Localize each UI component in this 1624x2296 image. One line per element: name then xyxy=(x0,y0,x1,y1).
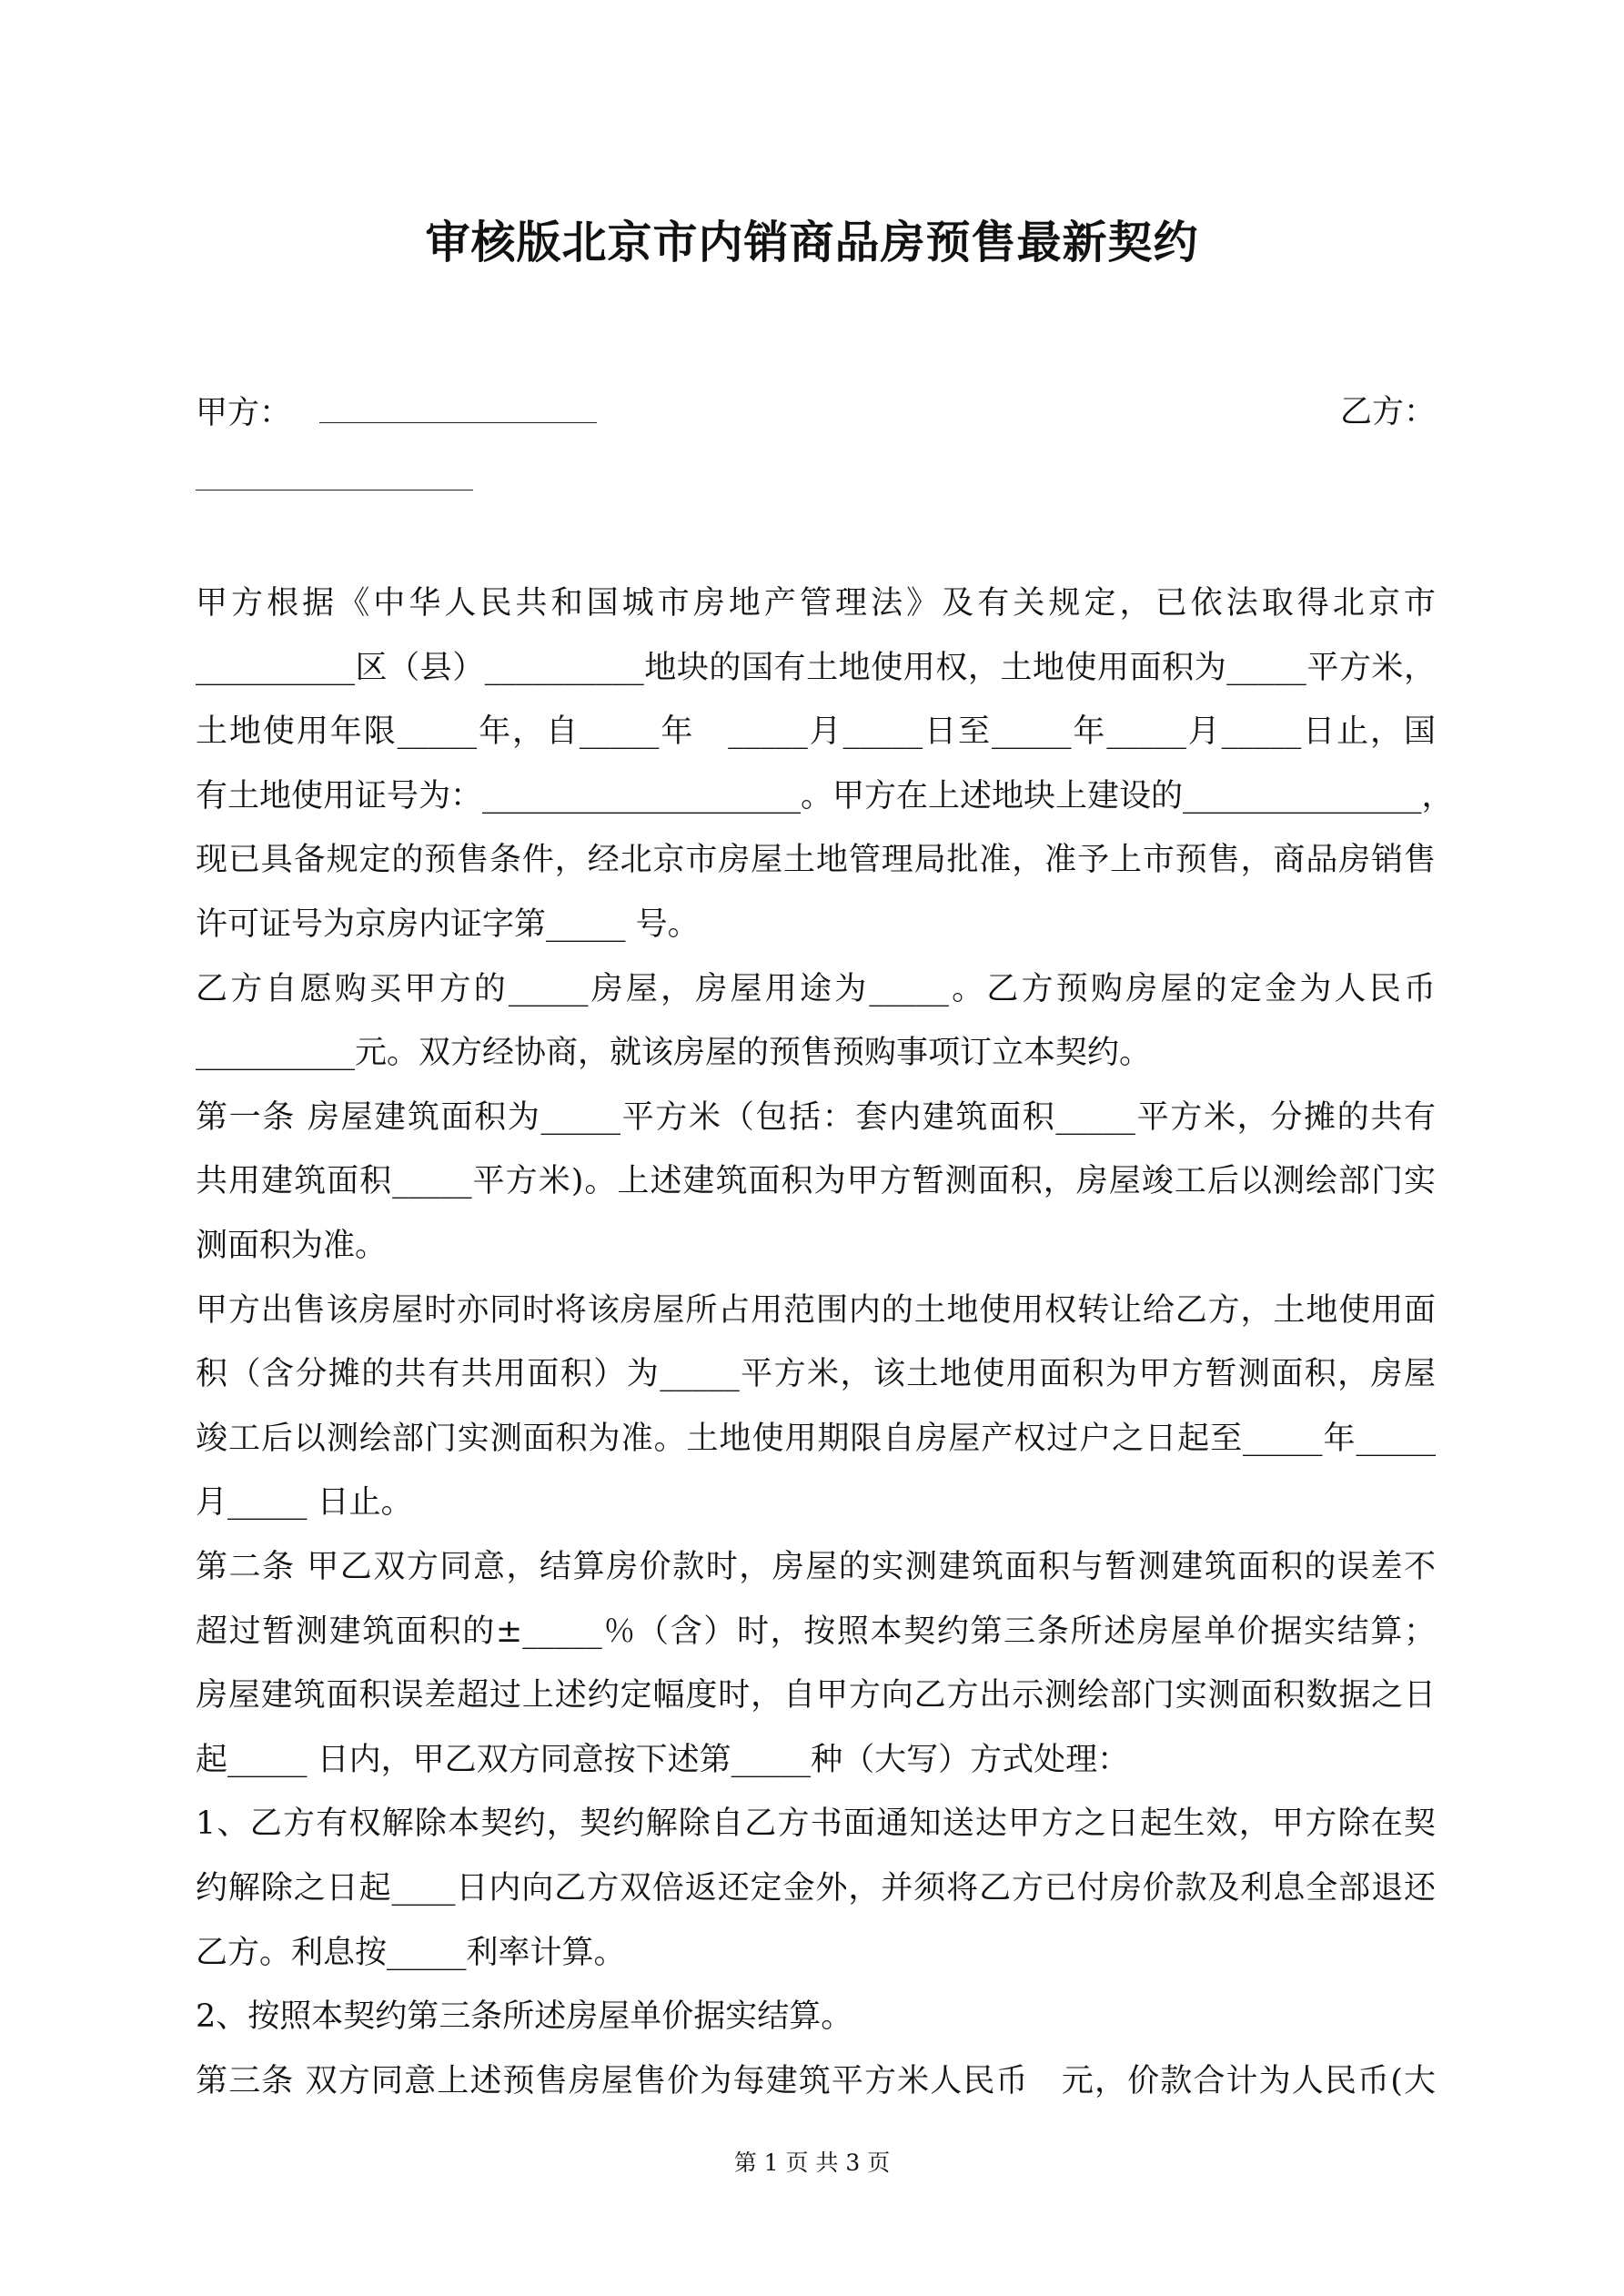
body-line: 共用建筑面积_____平方米)。上述建筑面积为甲方暂测面积，房屋竣工后以测绘部门实 xyxy=(196,1163,1436,1200)
body-line: 甲方出售该房屋时亦同时将该房屋所占用范围内的土地使用权转让给乙方，土地使用面 xyxy=(196,1291,1436,1329)
party-a-blank xyxy=(319,389,597,423)
body-line: 月_____ 日止。 xyxy=(196,1484,413,1522)
body-line: 第二条 甲乙双方同意，结算房价款时，房屋的实测建筑面积与暂测建筑面积的误差不 xyxy=(196,1549,1436,1585)
body-line: 积（含分摊的共有共用面积）为_____平方米，该土地使用面积为甲方暂测面积，房屋 xyxy=(196,1356,1436,1393)
body-line: 土地使用年限_____年，自_____年 _____月_____日至_____年_____月_____日止，国 xyxy=(196,713,1436,751)
body-line: 2、按照本契约第三条所述房屋单价据实结算。 xyxy=(196,1998,853,2036)
body-line: 超过暂测建筑面积的±_____％（含）时，按照本契约第三条所述房屋单价据实结算； xyxy=(196,1613,1436,1650)
party-a-label: 甲方： xyxy=(196,395,292,431)
body-line: 测面积为准。 xyxy=(196,1228,388,1264)
body-line: 竣工后以测绘部门实测面积为准。土地使用期限自房屋产权过户之日起至_____年_____ xyxy=(196,1420,1436,1457)
body-line: 房屋建筑面积误差超过上述约定幅度时，自甲方向乙方出示测绘部门实测面积数据之日 xyxy=(196,1677,1436,1714)
page-footer: 第 1 页 共 3 页 xyxy=(733,2149,891,2176)
party-b-label: 乙方： xyxy=(1339,394,1436,430)
document-title: 审核版北京市内销商品房预售最新契约 xyxy=(425,216,1199,268)
body-line: 乙方。利息按_____利率计算。 xyxy=(196,1934,626,1971)
body-line: __________元。双方经协商，就该房屋的预售预购事项订立本契约。 xyxy=(196,1035,1152,1072)
body-line: __________区（县）__________地块的国有土地使用权，土地使用面积为_____平方米， xyxy=(196,649,1436,686)
body-line: 有土地使用证号为：____________________。甲方在上述地块上建设的_______________， xyxy=(196,777,1454,814)
body-line: 第三条 双方同意上述预售房屋售价为每建筑平方米人民币 元，价款合计为人民币(大 xyxy=(196,2062,1436,2099)
party-line xyxy=(196,389,1436,435)
body-line: 1、乙方有权解除本契约，契约解除自乙方书面通知送达甲方之日起生效，甲方除在契 xyxy=(196,1805,1436,1843)
body-line: 现已具备规定的预售条件，经北京市房屋土地管理局批准，准予上市预售，商品房销售 xyxy=(196,842,1436,879)
party-b-blank xyxy=(196,455,473,491)
body-line: 约解除之日起____日内向乙方双倍返还定金外，并须将乙方已付房价款及利息全部退还 xyxy=(196,1870,1436,1907)
body-line: 起_____ 日内，甲乙双方同意按下述第_____种（大写）方式处理： xyxy=(196,1741,1130,1778)
body-line: 许可证号为京房内证字第_____ 号。 xyxy=(196,906,700,943)
body-line: 甲方根据《中华人民共和国城市房地产管理法》及有关规定，已依法取得北京市 xyxy=(196,585,1436,622)
body-line: 乙方自愿购买甲方的_____房屋，房屋用途为_____。乙方预购房屋的定金为人民币 xyxy=(196,970,1436,1007)
body-line: 第一条 房屋建筑面积为_____平方米（包括：套内建筑面积_____平方米，分摊的共有 xyxy=(196,1098,1436,1136)
